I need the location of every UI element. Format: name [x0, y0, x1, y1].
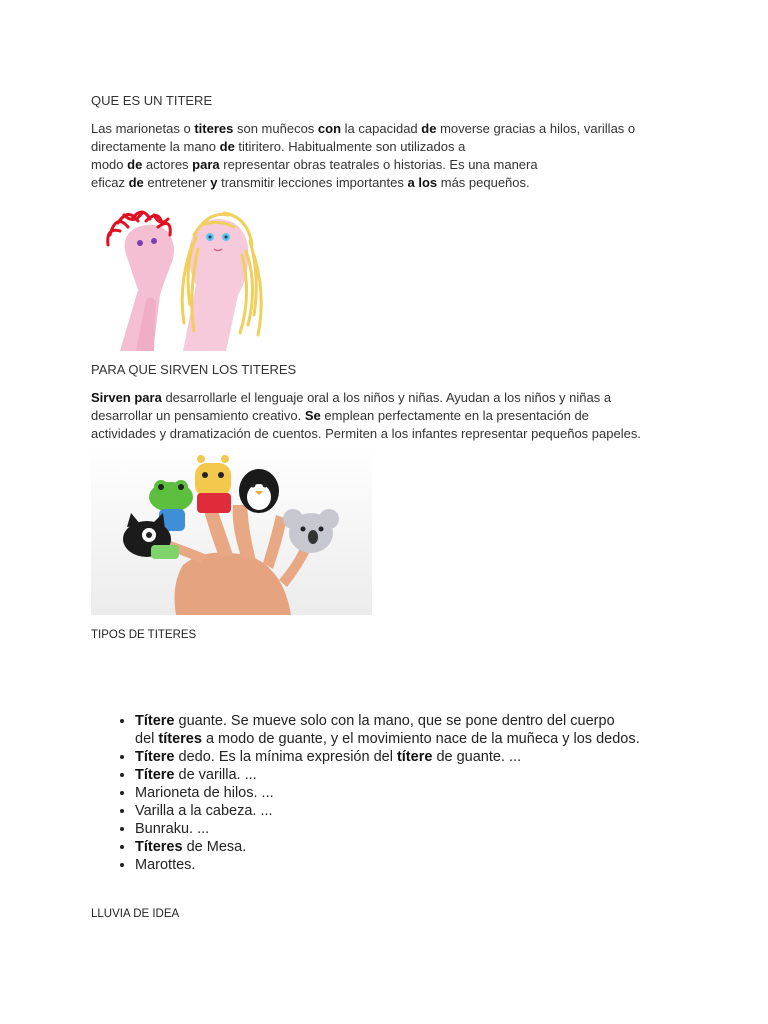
bold-text: Títere [135, 749, 175, 765]
list-item: • Títere dedo. Es la mínima expresión del títere de guante. ... [135, 748, 735, 766]
bold-text: Títere [135, 767, 175, 783]
list-item: • Marottes. [135, 856, 735, 874]
sock-puppets-photo [98, 205, 273, 351]
bold-text: Títeres [135, 839, 183, 855]
heading-lluvia-de-idea: LLUVIA DE IDEA [91, 908, 180, 920]
bold-text: Títere [135, 713, 175, 729]
paragraph-uses: Sirven para desarrollarle el lenguaje oral a los niños y niñas. Ayudan a los niños y niñas a desarrollar un pensamiento creativo. Se emplean perfectamente en la presentación de actividades y dramatización de cuentos. Permiten a los infantes representar pequeños papeles. [91, 390, 641, 441]
list-item: • Títere guante. Se mueve solo con la mano, que se pone dentro del cuerpo del títeres a modo de guante, y el movimiento nace de la muñeca y los dedos. [135, 712, 735, 748]
bold-text: titeres [194, 121, 234, 136]
bold-text: Sirven para [91, 390, 162, 405]
list-item: • Varilla a la cabeza. ... [135, 802, 735, 820]
heading-tipos-de-titeres: TIPOS DE TITERES [91, 629, 197, 641]
finger-puppets-photo [91, 445, 372, 615]
heading-que-es-un-titere: QUE ES UN TITERE [91, 93, 213, 108]
bold-text: de [127, 157, 143, 172]
bold-text: con [317, 121, 342, 136]
bold-text: títeres [158, 731, 202, 747]
paragraph-definition: Las marionetas o titeres son muñecos con la capacidad de moverse gracias a hilos, varillas o directamente la mano de titiritero. Habitualmente son utilizados a modo de actores para representar obras teatrales o historias. Es una manera eficaz de entretener y transmitir lecciones importantes a los más pequeños. [91, 121, 636, 190]
bold-text: de [219, 139, 235, 154]
list-item: • Títere de varilla. ... [135, 766, 735, 784]
types-list [91, 712, 735, 874]
heading-para-que-sirven: PARA QUE SIRVEN LOS TITERES [91, 362, 297, 377]
bold-text: títere [396, 749, 433, 765]
list-item: • Bunraku. ... [135, 820, 735, 838]
bold-text: de [421, 121, 437, 136]
list-item: • Marioneta de hilos. ... [135, 784, 735, 802]
bold-text: de [128, 175, 144, 190]
bold-text: para [192, 157, 220, 172]
bold-text: y [210, 175, 218, 190]
list-item: • Títeres de Mesa. [135, 838, 735, 856]
bold-text: Se [304, 408, 321, 423]
bold-text: a los [407, 175, 438, 190]
